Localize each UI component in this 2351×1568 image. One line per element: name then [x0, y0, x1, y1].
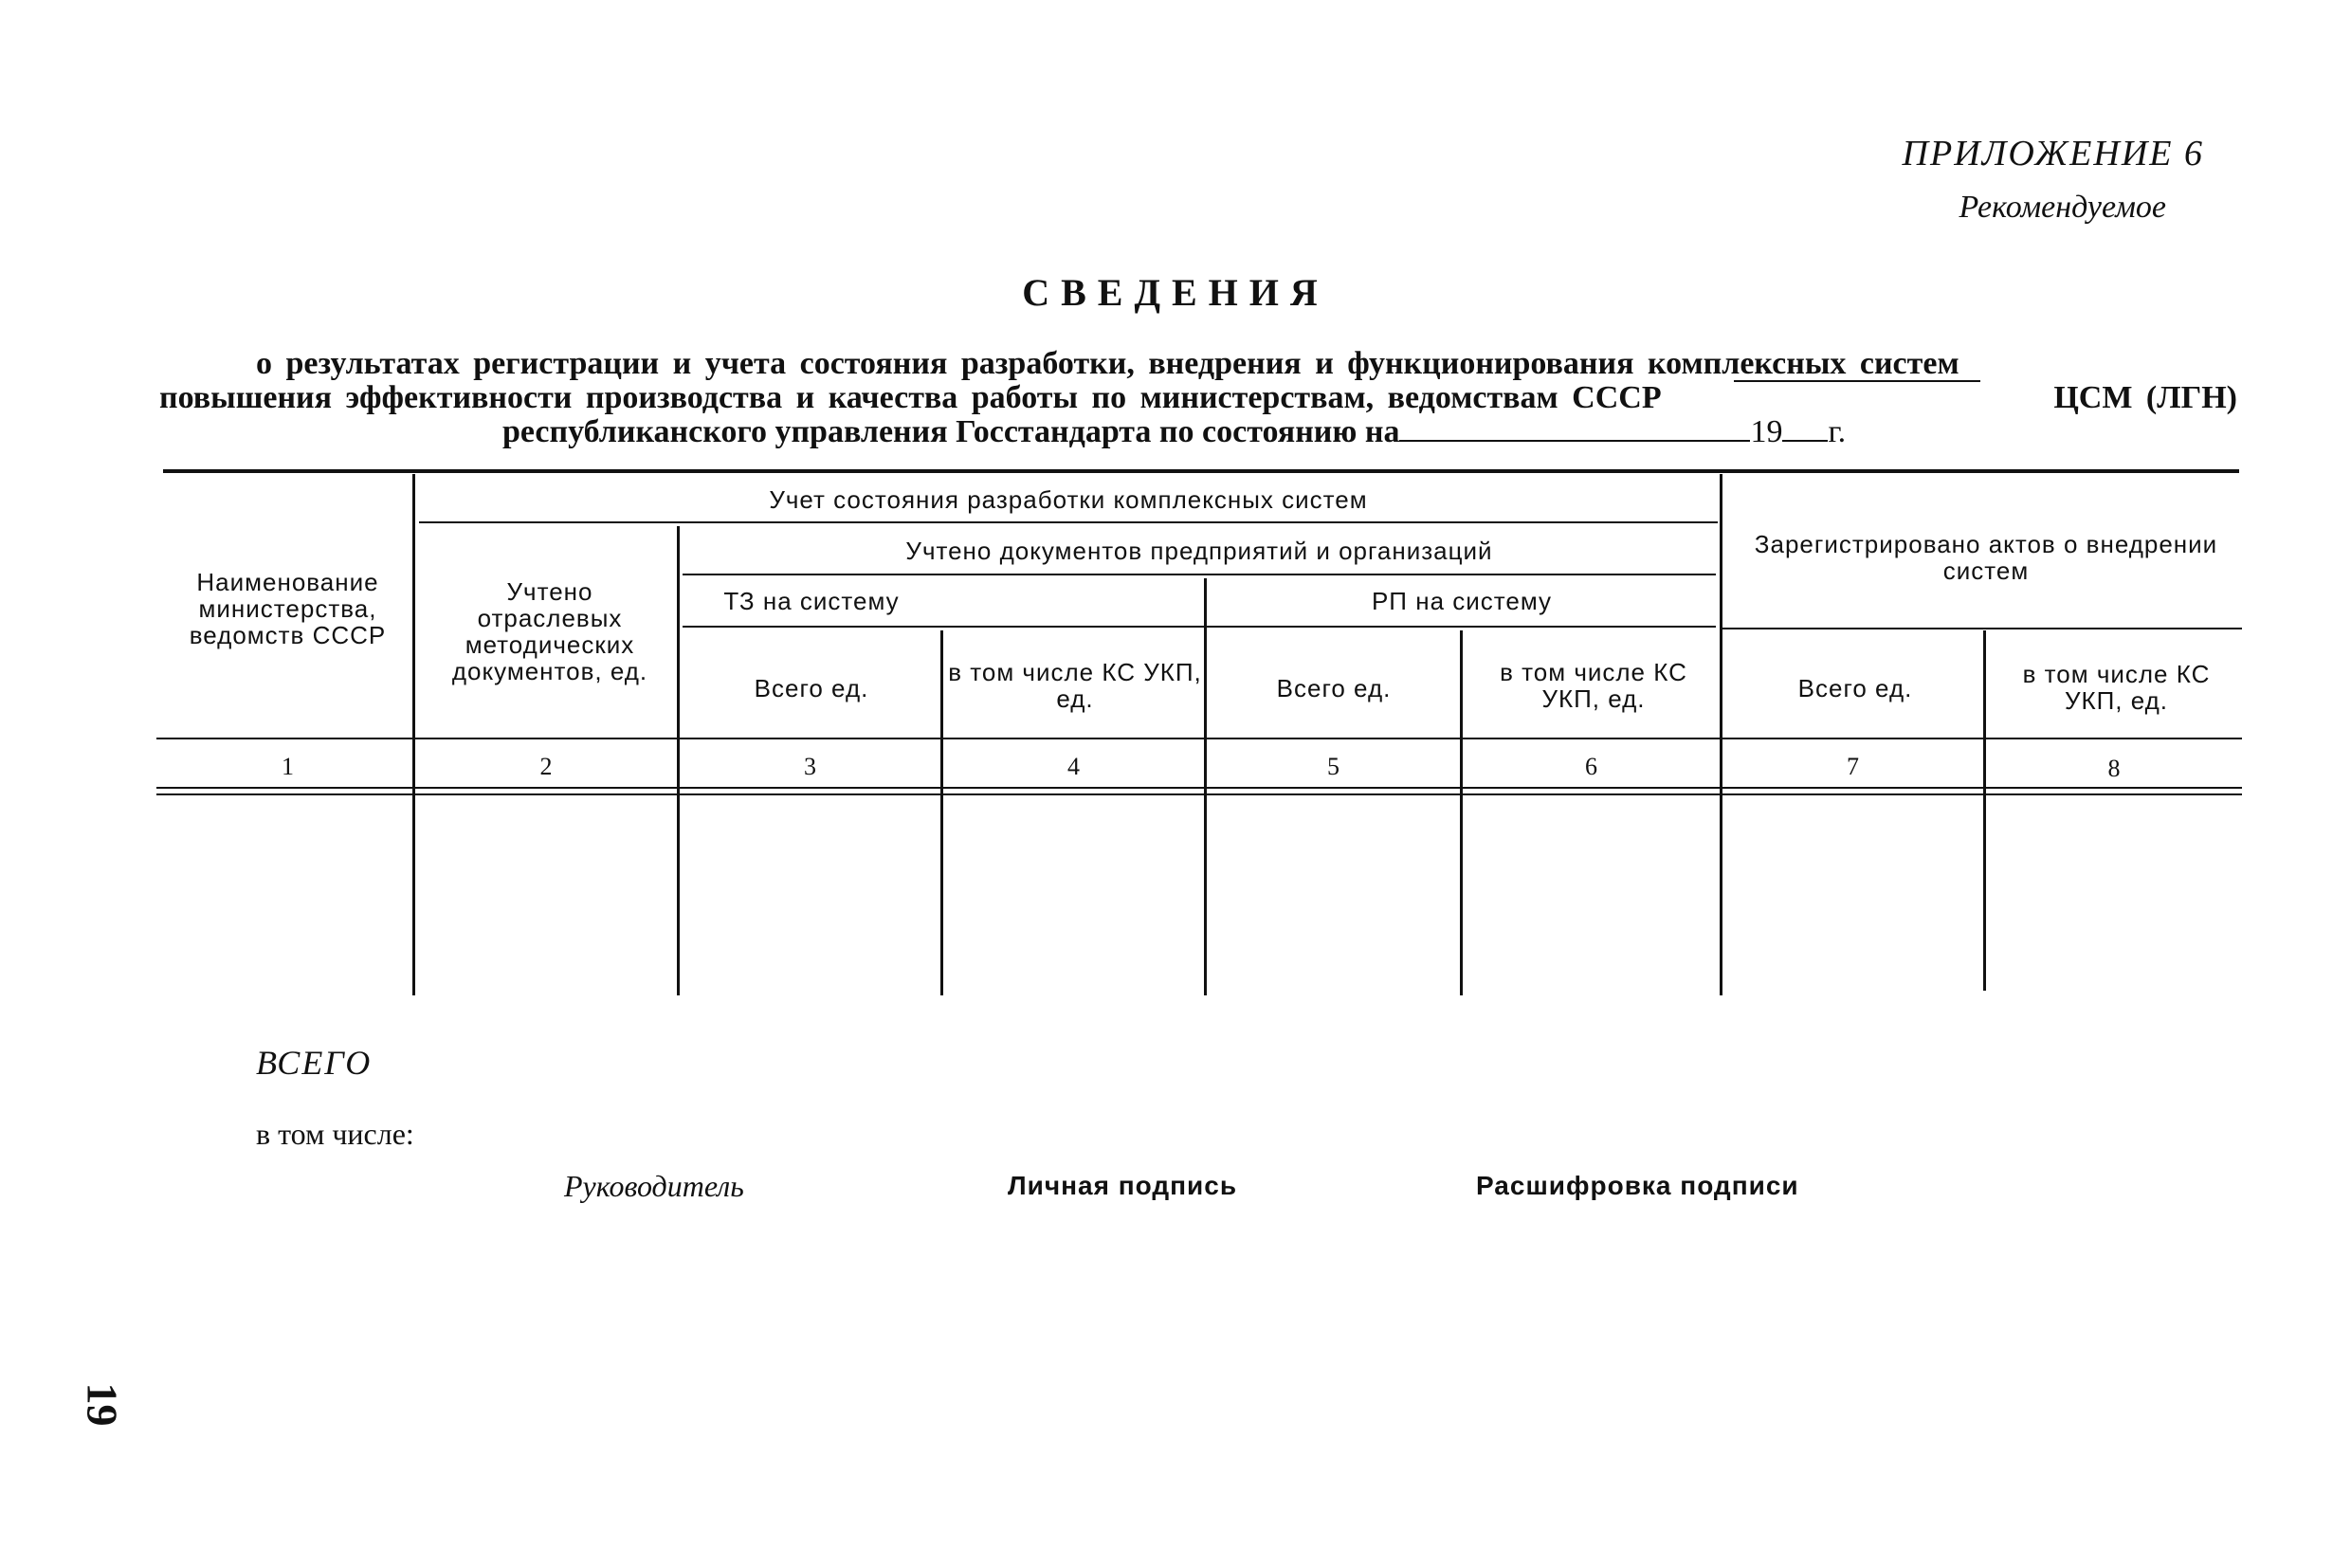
rp-group-header: РП на систему — [1371, 587, 1553, 615]
numbers-bottom-line-1 — [156, 787, 2242, 789]
line-under-docs-group — [683, 574, 1716, 575]
column-number-6: 6 — [1585, 753, 1597, 780]
head-label: Руководитель — [564, 1169, 744, 1203]
year-suffix: г. — [1828, 414, 1847, 449]
col-divider-7 — [1983, 630, 1986, 991]
line-under-acts — [1721, 628, 2242, 629]
document-title: СВЕДЕНИЯ — [1022, 271, 1329, 314]
subtitle-line-2-csm: ЦСМ (ЛГН) — [2053, 380, 2237, 415]
col6-header: в том числе КС УКП, ед. — [1500, 658, 1687, 713]
year-prefix: 19 — [1750, 414, 1783, 449]
signature-label: Личная подпись — [1008, 1171, 1238, 1200]
blank-field-year[interactable] — [1782, 440, 1828, 442]
col-divider-6 — [1720, 474, 1722, 995]
column-number-3: 3 — [804, 753, 816, 780]
blank-field-ministry[interactable] — [1734, 380, 1980, 382]
signature-decoding-label: Расшифровка подписи — [1476, 1171, 1799, 1200]
col-divider-5 — [1460, 630, 1463, 995]
col-divider-1 — [412, 474, 415, 995]
col8-header: в том числе КС УКП, ед. — [2022, 660, 2211, 715]
line-under-tz-rp — [683, 626, 1716, 628]
subtitle-line-2 — [159, 380, 2237, 416]
blank-field-date[interactable] — [1399, 440, 1750, 442]
total-label: ВСЕГО — [256, 1044, 373, 1082]
tz-group-header: ТЗ на систему — [723, 587, 900, 615]
dev-group-header: Учет состояния разработки комплексных систем — [769, 485, 1368, 514]
line-under-dev-group — [419, 521, 1718, 523]
col7-header: Всего ед. — [1797, 674, 1913, 702]
column-number-4: 4 — [1067, 753, 1080, 780]
column-number-2: 2 — [539, 753, 553, 780]
numbers-bottom-line-2 — [156, 793, 2242, 795]
including-label: в том числе: — [256, 1117, 414, 1151]
acts-group-header: Зарегистрировано актов о внедрении систем — [1754, 530, 2218, 585]
col3-header: Всего ед. — [754, 674, 869, 702]
subtitle-line-3 — [502, 414, 1846, 450]
col5-header: Всего ед. — [1276, 674, 1392, 702]
col1-header: Наименование министерства, ведомств СССР — [189, 568, 387, 649]
col-divider-4 — [1204, 578, 1207, 995]
docs-group-header: Учтено документов предприятий и организаций — [905, 537, 1493, 565]
column-number-7: 7 — [1847, 753, 1859, 780]
column-number-8: 8 — [2107, 755, 2121, 782]
header-bottom-line — [156, 738, 2242, 739]
recommendation-status: Рекомендуемое — [1959, 190, 2166, 225]
subtitle-line-1: о результатах регистрации и учета состояния разработки, внедрения и функционирования комплексных систем — [256, 346, 1959, 381]
subtitle-line-2-text: повышения эффективности производства и качества работы по министерствам, ведомствам СССР — [159, 380, 1662, 415]
subtitle-line-3-text: республиканского управления Госстандарта по состоянию на — [502, 414, 1400, 449]
col-divider-3 — [940, 630, 943, 995]
column-number-1: 1 — [282, 753, 294, 780]
column-number-5: 5 — [1327, 753, 1340, 780]
appendix-label: ПРИЛОЖЕНИЕ 6 — [1902, 134, 2204, 173]
col4-header: в том числе КС УКП, ед. — [948, 658, 1202, 713]
col2-header: Учтено отраслевых методических документов, ед. — [451, 577, 648, 685]
table-top-border — [163, 469, 2239, 473]
page-number: 19 — [78, 1382, 127, 1427]
